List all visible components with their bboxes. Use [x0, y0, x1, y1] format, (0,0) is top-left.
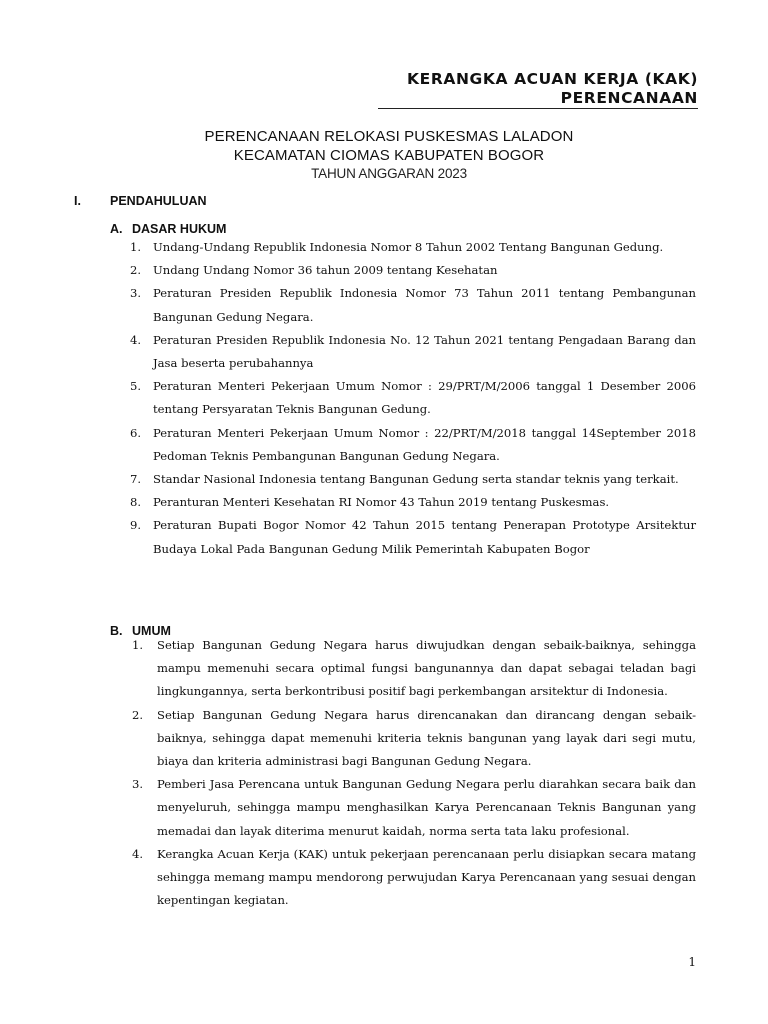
document-header	[407, 70, 698, 108]
list-item	[110, 514, 696, 560]
list-item	[110, 375, 696, 421]
list-item	[110, 843, 696, 913]
section-title: PENDAHULUAN	[110, 194, 207, 208]
list-item-text: Peraturan Bupati Bogor Nomor 42 Tahun 2015 tentang Penerapan Prototype Arsitektur Budaya Lokal Pada Bangunan Gedung Milik Pemerintah Kabupaten Bogor	[153, 518, 696, 556]
list-item-text: Standar Nasional Indonesia tentang Bangunan Gedung serta standar teknis yang terkait.	[153, 472, 679, 487]
list-item-text: Peranturan Menteri Kesehatan RI Nomor 43 Tahun 2019 tentang Puskesmas.	[153, 495, 610, 510]
section-heading	[74, 194, 207, 208]
document-title	[0, 127, 768, 183]
dasar-hukum-list	[110, 236, 696, 561]
list-item	[110, 468, 696, 491]
list-item	[110, 634, 696, 704]
list-item-number: 2.	[132, 707, 144, 722]
list-item-number: 8.	[130, 495, 142, 510]
list-item-number: 4.	[132, 846, 144, 861]
list-item-text: Setiap Bangunan Gedung Negara harus diwujudkan dengan sebaik-baiknya, sehingga mampu memenuhi secara optimal fungsi bangunannya dan dapat sebagai teladan bagi lingkungannya, serta berkontribusi positif bagi perkembangan arsitektur di Indonesia.	[157, 638, 696, 699]
subsection-b-letter: B.	[110, 624, 123, 638]
list-item-text: Peraturan Presiden Republik Indonesia Nomor 73 Tahun 2011 tentang Pembangunan Bangunan Gedung Negara.	[153, 286, 696, 324]
list-item	[110, 329, 696, 375]
list-item	[110, 491, 696, 514]
list-item-number: 3.	[130, 286, 142, 301]
subsection-a-letter: A.	[110, 222, 123, 236]
list-item	[110, 236, 696, 259]
list-item-text: Peraturan Menteri Pekerjaan Umum Nomor : 29/PRT/M/2006 tanggal 1 Desember 2006 tentang Persyaratan Teknis Bangunan Gedung.	[153, 379, 696, 417]
title-line-3: TAHUN ANGGARAN 2023	[311, 166, 467, 181]
title-line-1: PERENCANAAN RELOKASI PUSKESMAS LALADON	[204, 128, 574, 145]
list-item-text: Undang Undang Nomor 36 tahun 2009 tentang Kesehatan	[153, 263, 498, 278]
list-item-text: Peraturan Menteri Pekerjaan Umum Nomor : 22/PRT/M/2018 tanggal 14September 2018 Pedoman Teknis Pembangunan Bangunan Gedung Negara.	[153, 425, 696, 463]
list-item-number: 6.	[130, 425, 142, 440]
header-subtitle: PERENCANAAN	[560, 89, 698, 107]
list-item-number: 5.	[130, 379, 142, 394]
list-item-text: Setiap Bangunan Gedung Negara harus direncanakan dan dirancang dengan sebaik-baiknya, sehingga dapat memenuhi kriteria teknis bangunan yang layak dari segi mutu, biaya dan kriteria administrasi bagi Bangunan Gedung Negara.	[157, 707, 696, 769]
list-item-number: 4.	[130, 332, 142, 347]
list-item	[110, 704, 696, 774]
list-item-text: Undang-Undang Republik Indonesia Nomor 8 Tahun 2002 Tentang Bangunan Gedung.	[153, 240, 664, 254]
list-item-text: Peraturan Presiden Republik Indonesia No. 12 Tahun 2021 tentang Pengadaan Barang dan Jasa beserta perubahannya	[153, 332, 696, 371]
header-divider	[378, 108, 698, 109]
umum-list	[110, 634, 696, 912]
header-title: KERANGKA ACUAN KERJA (KAK)	[407, 70, 698, 88]
list-item-number: 9.	[130, 518, 142, 533]
page-number: 1	[688, 955, 696, 969]
section-number: I.	[74, 194, 81, 208]
list-item	[110, 259, 696, 282]
list-item	[110, 422, 696, 468]
list-item-number: 7.	[130, 472, 142, 487]
subsection-a-title: DASAR HUKUM	[132, 222, 227, 236]
title-line-2: KECAMATAN CIOMAS KABUPATEN BOGOR	[233, 147, 545, 164]
subsection-b-title: UMUM	[132, 624, 171, 638]
list-item-number: 1.	[132, 638, 144, 652]
list-item	[110, 282, 696, 328]
list-item-number: 1.	[130, 240, 142, 254]
list-item-text: Pemberi Jasa Perencana untuk Bangunan Gedung Negara perlu diarahkan secara baik dan menyeluruh, sehingga mampu menghasilkan Karya Perencanaan Teknis Bangunan yang memadai dan layak diterima menurut kaidah, norma serta tata laku profesional.	[157, 777, 696, 838]
subsection-a-heading	[110, 222, 226, 236]
list-item-number: 2.	[130, 263, 142, 278]
list-item	[110, 773, 696, 843]
list-item-text: Kerangka Acuan Kerja (KAK) untuk pekerjaan perencanaan perlu disiapkan secara matang sehingga memang mampu mendorong perwujudan Karya Perencanaan yang sesuai dengan kepentingan kegiatan.	[157, 846, 696, 908]
list-item-number: 3.	[132, 777, 144, 792]
